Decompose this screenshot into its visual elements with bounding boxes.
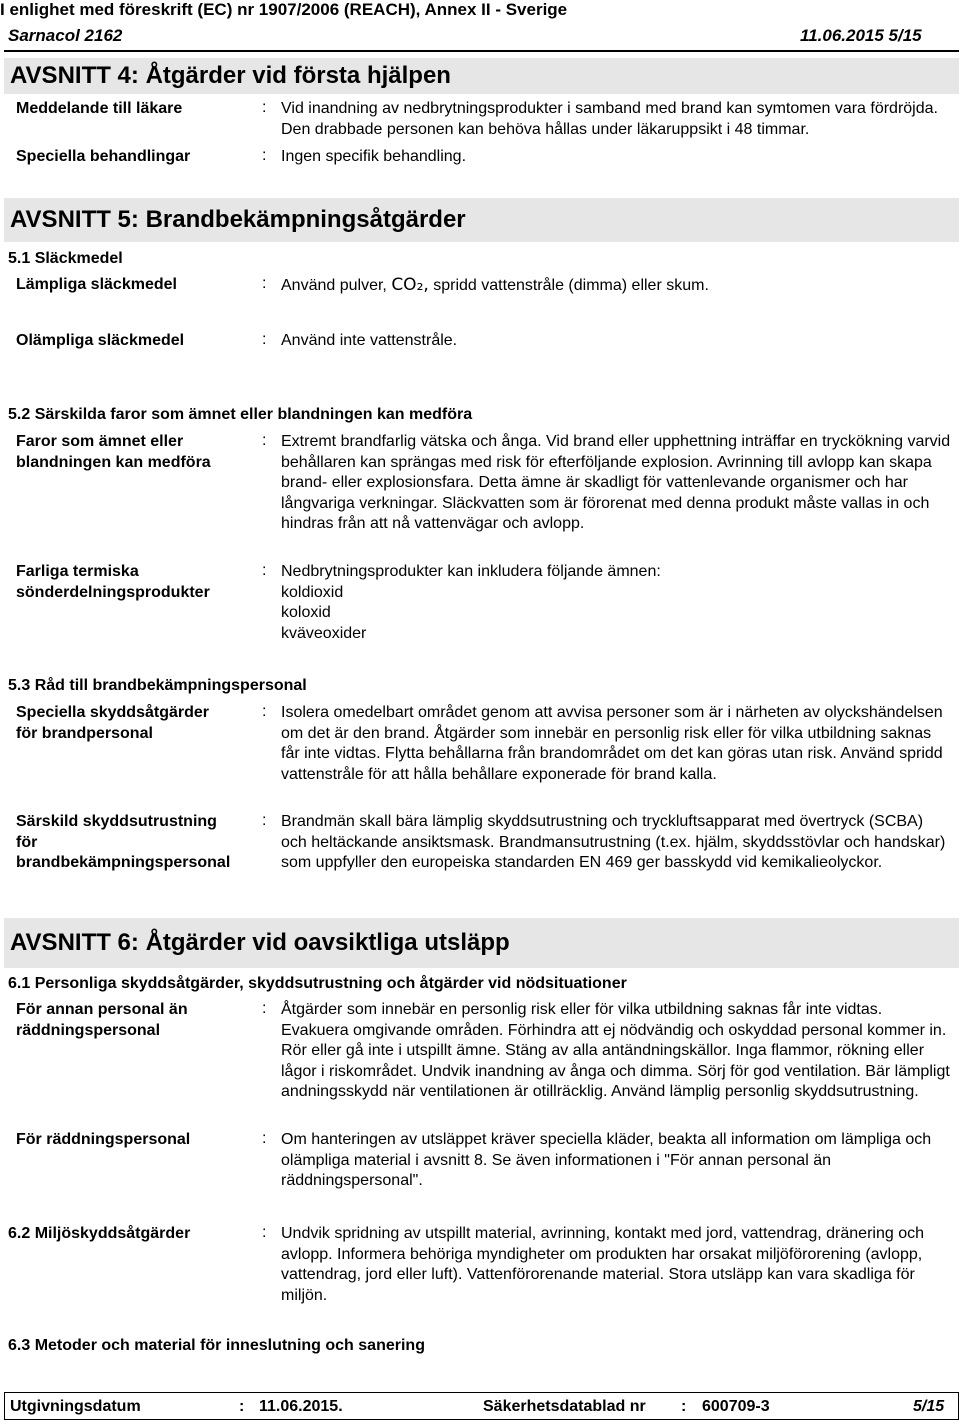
colon-separator: : [262,1130,267,1147]
header-rule [4,50,959,52]
physician-note-label: Meddelande till läkare [16,100,183,117]
thermal-products-value [281,562,951,644]
non-emergency-label-line: räddningspersonal [16,1021,161,1039]
firefighter-equipment-label [16,812,230,874]
colon-separator: : [262,1224,267,1241]
unsuitable-media-label: Olämpliga släckmedel [16,332,185,349]
footer-sds-label: Säkerhetsdatablad nr [483,1398,646,1415]
page-footer [4,1392,959,1420]
subsection-6-3-heading: 6.3 Metoder och material för inneslutning och sanering [8,1337,425,1354]
firefighter-equipment-value: Brandmän skall bära lämplig skyddsutrustning och tryckluftsapparat med övertryck (SCBA) och heltäckande ansiktsmask. Brandmansutrustning (t.ex. hjälm, skyddsstövlar och handskar) som uppfyller den europeiska standarden EN 469 ger basskydd vid kemikalieolyckor. [281,813,946,871]
footer-date-value: 11.06.2015. [259,1398,343,1415]
emergency-responders-label: För räddningspersonal [16,1131,191,1148]
colon-separator: : [262,703,267,720]
thermal-product-item: koloxid [281,604,331,621]
footer-page-number: 5/15 [913,1398,945,1415]
subsection-5-3-heading: 5.3 Råd till brandbekämpningspersonal [8,677,307,694]
thermal-label-line: sönderdelningsprodukter [16,583,210,601]
hazards-value: Extremt brandfarlig vätska och ånga. Vid brand eller upphettning inträffar en tryckökning varvid behållaren kan sprängas med risk för efterföljande explosion. Avrinning till avlopp kan skapa brand- eller explosionsfara. Detta ämne är skadligt för vattenlevande organismer och har långvariga verkningar. Släckvatten som är förorenat med denna produkt måste vallas in och hindras från att nå vattenvägar och avlopp. [281,433,951,532]
thermal-product-item: koldioxid [281,583,344,601]
colon-separator: : [262,432,267,449]
section-6-title: AVSNITT 6: Åtgärder vid oavsiktliga utsläpp [4,918,959,968]
thermal-product-item: kväveoxider [281,624,367,642]
environmental-precautions-value: Undvik spridning av utspillt material, avrinning, kontakt med jord, vattendrag, dränering och avlopp. Informera behöriga myndigheter om produkten har orsakat miljöförorening (avlopp, vattendrag, jord eller luft). Vattenförorenande material. Stora utsläpp kan vara skadliga för miljön. [281,1225,924,1304]
subsection-5-1-heading: 5.1 Släckmedel [8,250,123,267]
footer-colon: : [681,1398,687,1415]
equipment-label-line: för [16,833,38,851]
section-4-title: AVSNITT 4: Åtgärder vid första hjälpen [4,58,959,94]
firefighter-precautions-value: Isolera omedelbart området genom att avvisa personer som är i närheten av olyckshändelsen om det är den brand. Åtgärder som innebär en personlig risk eller för vilka utbildning saknas får inte vidtas. Flytta behållarna från brandområdet om det kan göras utan risk. Använd spridd vattenstråle för att hålla behållare exponerade för brand kalla. [281,704,943,783]
hazards-label-line: blandningen kan medföra [16,453,211,471]
precautions-label-line: för brandpersonal [16,724,153,742]
unsuitable-media-value: Använd inte vattenstråle. [281,332,458,349]
special-treatment-value: Ingen specifik behandling. [281,148,467,165]
regulation-header: I enlighet med föreskrift (EC) nr 1907/2006 (REACH), Annex II - Sverige [0,0,568,19]
equipment-label-line: brandbekämpningspersonal [16,854,231,871]
subsection-6-1-heading: 6.1 Personliga skyddsåtgärder, skyddsutrustning och åtgärder vid nödsituationer [8,975,627,992]
physician-note-value: Vid inandning av nedbrytningsprodukter i samband med brand kan symtomen vara fördröjda. Den drabbade personen kan behöva hållas under läkaruppsikt i 48 timmar. [281,100,938,138]
colon-separator: : [262,99,267,116]
equipment-label-line: Särskild skyddsutrustning [16,813,217,830]
subsection-5-2-heading: 5.2 Särskilda faror som ämnet eller blandningen kan medföra [8,406,473,423]
environmental-precautions-label: 6.2 Miljöskyddsåtgärder [8,1225,191,1242]
section-5-title: AVSNITT 5: Brandbekämpningsåtgärder [4,198,959,242]
colon-separator: : [262,331,267,348]
suitable-media-value [281,275,951,297]
hazards-label-line: Faror som ämnet eller [16,433,184,450]
thermal-label-line: Farliga termiska [16,563,139,580]
colon-separator: : [262,275,267,292]
firefighter-precautions-label [16,703,209,744]
colon-separator: : [262,147,267,164]
colon-separator: : [262,812,267,829]
non-emergency-label-line: För annan personal än [16,1001,188,1018]
co2-formula: CO₂, [391,275,429,295]
colon-separator: : [262,562,267,579]
thermal-products-label [16,562,210,603]
thermal-products-intro: Nedbrytningsprodukter kan inkludera följande ämnen: [281,563,661,580]
footer-sds-value: 600709-3 [702,1398,770,1415]
suitable-media-post: spridd vattenstråle (dimma) eller skum. [433,277,709,294]
product-name: Sarnacol 2162 [8,26,123,45]
special-treatment-label: Speciella behandlingar [16,148,191,165]
suitable-media-label: Lämpliga släckmedel [16,276,177,293]
footer-colon: : [239,1398,245,1415]
colon-separator: : [262,1000,267,1017]
emergency-responders-value: Om hanteringen av utsläppet kräver speciella kläder, beakta all information om lämpliga och olämpliga material i avsnitt 8. Se även informationen i "För annan personal än räddningspersonal". [281,1131,932,1189]
hazards-label [16,432,211,473]
header-date-page: 11.06.2015 5/15 [800,26,922,45]
precautions-label-line: Speciella skyddsåtgärder [16,704,209,721]
footer-date-label: Utgivningsdatum [10,1398,141,1415]
suitable-media-pre: Använd pulver, [281,277,387,294]
non-emergency-value: Åtgärder som innebär en personlig risk eller för vilka utbildning saknas får inte vidtas. Evakuera omgivande områden. Förhindra att ej nödvändig och oskyddad personal kommer in. Rör eller gå inte i utspillt ämne. Stäng av alla antändningskällor. Inga flammor, rökning eller lågor i riskområdet. Undvik inandning av ånga och dimma. Sörj för god ventilation. Bär lämpligt andningsskydd när ventilationen är otillräcklig. Använd lämplig personlig skyddsutrustning. [281,1001,950,1100]
non-emergency-label [16,1000,188,1041]
